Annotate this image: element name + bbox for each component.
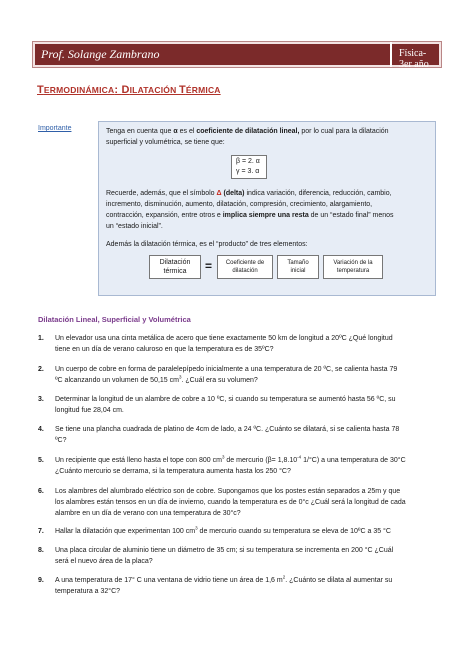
element-dilatacion: Dilatación térmica (149, 255, 201, 279)
header-divider (390, 42, 392, 67)
exercise-9: 9. A una temperatura de 17° C una ventana de vidrio tiene un área de 1,6 $m^2$. ¿Cuánto se dilata al aumentar su temperatura a 32°C? (38, 574, 393, 595)
element-coeficiente: Coeficiente de dilatación (217, 255, 273, 279)
page-header (32, 41, 442, 68)
important-link[interactable]: Importante (38, 125, 72, 132)
exercise-6: 6. Los alambres del alumbrado eléctrico son de cobre. Supongamos que los postes están separados a 25m y que los alambres están tensos en un día de invierno, cuando la temperatura es de 0°c ¿Cuál será la longitud de cada alambre en un día de verano con una temperatura de 30°c? (38, 488, 406, 517)
info-recall-line3: contracción, expansión, entre otros e implica siempre una resta de un “estado final” menos (106, 212, 394, 219)
formula-gamma: γ = 3. α (236, 168, 260, 175)
author-name: Prof. Solange Zambrano (41, 47, 160, 61)
formula-beta: β = 2. α (236, 158, 260, 165)
info-recall: Recuerde, además, que el símbolo Δ (delta) indica variación, diferencia, reducción, cambio, (106, 190, 392, 197)
formula-box (231, 155, 267, 179)
exercise-5: 5. Un recipiente que está lleno hasta el tope con 800 $cm^3$ de mercurio ($\beta= 1,8.10^{-4}$ 1/°C) a una temperatura de 30°C ¿Cuánto mercurio se derrama, si la temperatura aumenta hasta los 250 °C? (38, 454, 406, 475)
delta-symbol: Δ (216, 190, 222, 197)
exercise-4: 4. Se tiene una plancha cuadrada de platino de 4cm de lado, a 24 ºC. ¿Cuánto se dilatará, si se calienta hasta 78 ºC? (38, 426, 400, 444)
course-label: Física- 3er año (399, 48, 429, 70)
exercise-8: 8. Una placa circular de aluminio tiene un diámetro de 35 cm; si su temperatura se incrementa en 200 °C ¿Cuál será el nuevo área de la placa? (38, 547, 394, 565)
equals-sign: = (205, 259, 213, 273)
exercise-1: 1. Un elevador usa una cinta metálica de acero que tiene exactamente 50 km de longitud a 20ºC ¿Qué longitud tiene en un día de verano caluroso en que la temperatura es de 35ºC? (38, 335, 393, 353)
info-recall-line4: un “estado inicial”. (106, 223, 163, 230)
info-product-text: Además la dilatación térmica, es el “producto” de tres elementos: (106, 241, 308, 248)
info-intro: Tenga en cuenta que α es el coeficiente de dilatación lineal, por lo cual para la dilatación (106, 128, 389, 135)
info-box (98, 121, 436, 296)
exercise-7: 7. Hallar la dilatación que experimentan 100 $cm^3$ de mercurio cuando su temperatura se eleva de 10ºC a 35 °C (38, 525, 391, 535)
element-tamano: Tamaño inicial (277, 255, 319, 279)
page-title: TERMODINÁMICA: DILATACIÓN TÉRMICA (37, 84, 221, 96)
section-title: Dilatación Lineal, Superficial y Volumétrica (38, 315, 191, 324)
element-variacion: Variación de la temperatura (323, 255, 383, 279)
exercise-2: 2. Un cuerpo de cobre en forma de paralelepípedo inicialmente a una temperatura de 20 ºC, se calienta hasta 79 ºC alcanzando un volumen de 50,15 $cm^3$. ¿Cuál era su volumen? (38, 366, 398, 384)
info-intro-line2: superficial y volumétrica, se tiene que: (106, 139, 225, 146)
exercise-3: 3. Determinar la longitud de un alambre de cobre a 10 ºC, si cuando su temperatura se aumentó hasta 56 ºC, su longitud fue 28,04 cm. (38, 396, 396, 414)
info-recall-line2: incremento, disminución, aumento, dilatación, compresión, crecimiento, alargamiento, (106, 201, 373, 208)
